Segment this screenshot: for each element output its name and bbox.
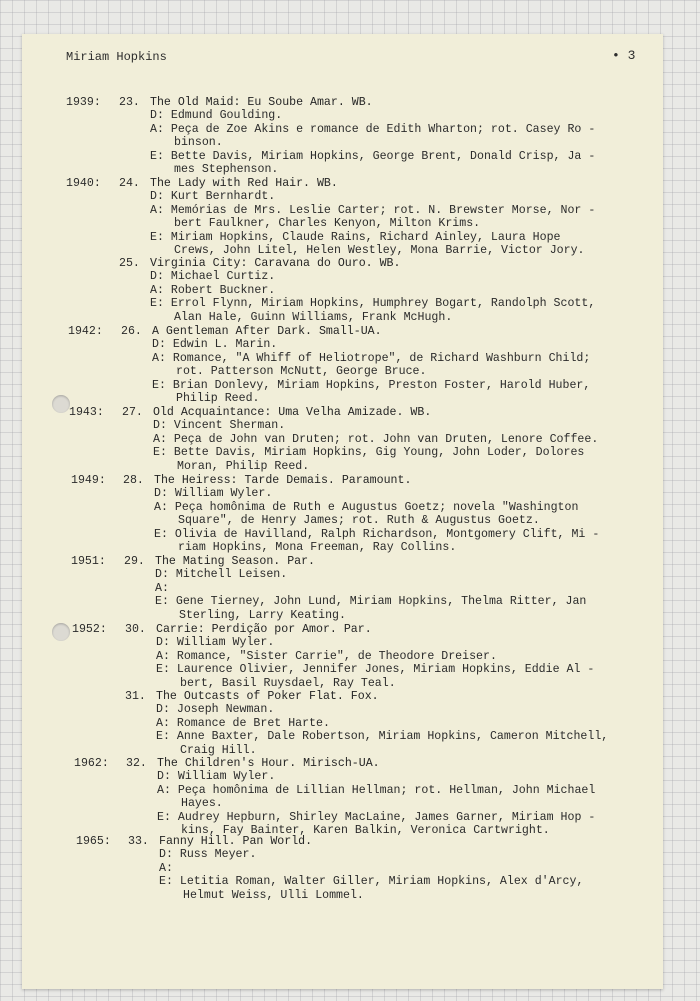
film-title: Carrie: Perdição por Amor. Par. xyxy=(156,623,372,636)
credit-line: E: Brian Donlevy, Miriam Hopkins, Preston Foster, Harold Huber, xyxy=(152,378,591,392)
credit-line: D: William Wyler. xyxy=(154,487,273,501)
credit-continuation: Helmut Weiss, Ulli Lommel. xyxy=(183,888,364,902)
credit-line: E: Anne Baxter, Dale Robertson, Miriam Hopkins, Cameron Mitchell, xyxy=(156,730,609,744)
credit-continuation: rot. Patterson McNutt, George Bruce. xyxy=(176,365,427,379)
film-title: The Heiress: Tarde Demais. Paramount. xyxy=(154,474,412,487)
credit-continuation: Alan Hale, Guinn Williams, Frank McHugh. xyxy=(174,310,453,324)
film-details xyxy=(150,96,645,176)
credit-continuation: Craig Hill. xyxy=(180,743,257,757)
credit-line: D: Russ Meyer. xyxy=(159,848,257,862)
credit-line: E: Letitia Roman, Walter Giller, Miriam Hopkins, Alex d'Arcy, xyxy=(159,875,584,889)
credit-line: A: Peça homônima de Ruth e Augustus Goetz; novela "Washington xyxy=(154,500,579,514)
film-title: The Lady with Red Hair. WB. xyxy=(150,177,338,190)
film-title: Virginia City: Caravana do Ouro. WB. xyxy=(150,257,401,270)
credit-line: E: Miriam Hopkins, Claude Rains, Richard Ainley, Laura Hope xyxy=(150,230,561,244)
film-number: 33. xyxy=(128,835,149,848)
credit-line: A: Romance de Bret Harte. xyxy=(156,716,330,730)
film-year: 1949: xyxy=(71,474,106,487)
film-year: 1943: xyxy=(69,406,104,419)
punch-hole xyxy=(52,395,70,413)
credit-continuation: binson. xyxy=(174,136,223,150)
film-number: 32. xyxy=(126,757,147,770)
film-details xyxy=(156,623,651,690)
credit-continuation: bert, Basil Ruysdael, Ray Teal. xyxy=(180,676,396,690)
film-number: 31. xyxy=(125,690,146,703)
credit-line: D: Edwin L. Marin. xyxy=(152,338,278,352)
credit-line: E: Gene Tierney, John Lund, Miriam Hopkins, Thelma Ritter, Jan xyxy=(155,595,587,609)
credit-continuation: Sterling, Larry Keating. xyxy=(179,608,346,622)
film-number: 23. xyxy=(119,96,140,109)
credit-continuation: mes Stephenson. xyxy=(174,162,279,176)
credit-line: D: William Wyler. xyxy=(157,770,276,784)
credit-line: A: Peça de John van Druten; rot. John van Druten, Lenore Coffee. xyxy=(153,432,599,446)
credit-line: D: Michael Curtiz. xyxy=(150,270,276,284)
film-number: 25. xyxy=(119,257,140,270)
credit-line: D: Kurt Bernhardt. xyxy=(150,190,276,204)
film-details xyxy=(150,177,645,257)
film-number: 30. xyxy=(125,623,146,636)
credit-line: D: William Wyler. xyxy=(156,636,275,650)
film-number: 28. xyxy=(123,474,144,487)
film-title: The Mating Season. Par. xyxy=(155,555,316,568)
film-year: 1965: xyxy=(76,835,111,848)
credit-line: A: Peça homônima de Lillian Hellman; rot. Hellman, John Michael xyxy=(157,783,596,797)
credit-continuation: Crews, John Litel, Helen Westley, Mona Barrie, Victor Jory. xyxy=(174,243,585,257)
credit-line: A: Peça de Zoe Akins e romance de Edith Wharton; rot. Casey Ro - xyxy=(150,122,596,136)
credit-line: A: Romance, "A Whiff of Heliotrope", de Richard Washburn Child; xyxy=(152,351,591,365)
credit-line: A: Memórias de Mrs. Leslie Carter; rot. N. Brewster Morse, Nor - xyxy=(150,203,596,217)
film-details xyxy=(152,325,647,405)
credit-continuation: kins, Fay Bainter, Karen Balkin, Veronica Cartwright. xyxy=(181,823,550,837)
credit-line: E: Laurence Olivier, Jennifer Jones, Miriam Hopkins, Eddie Al - xyxy=(156,663,595,677)
film-details xyxy=(150,257,645,324)
film-title: The Outcasts of Poker Flat. Fox. xyxy=(156,690,379,703)
credit-line: A: Robert Buckner. xyxy=(150,283,276,297)
credit-line: E: Bette Davis, Miriam Hopkins, Gig Young, John Loder, Dolores xyxy=(153,446,585,460)
credit-line: D: Vincent Sherman. xyxy=(153,419,286,433)
film-year: 1951: xyxy=(71,555,106,568)
credit-continuation: Square", de Henry James; rot. Ruth & Augustus Goetz. xyxy=(178,514,540,528)
credit-continuation: riam Hopkins, Mona Freeman, Ray Collins. xyxy=(178,540,457,554)
film-details xyxy=(157,757,652,837)
credit-line: A: xyxy=(159,861,173,875)
credit-line: E: Errol Flynn, Miriam Hopkins, Humphrey Bogart, Randolph Scott, xyxy=(150,297,596,311)
film-number: 27. xyxy=(122,406,143,419)
punch-hole xyxy=(52,623,70,641)
credit-continuation: Moran, Philip Reed. xyxy=(177,459,310,473)
film-title: Fanny Hill. Pan World. xyxy=(159,835,313,848)
credit-line: E: Olivia de Havilland, Ralph Richardson, Montgomery Clift, Mi - xyxy=(154,527,600,541)
credit-line: E: Bette Davis, Miriam Hopkins, George Brent, Donald Crisp, Ja - xyxy=(150,149,596,163)
film-details xyxy=(155,555,650,622)
credit-line: A: xyxy=(155,581,169,595)
film-details xyxy=(159,835,654,902)
credit-line: D: Edmund Goulding. xyxy=(150,109,283,123)
film-details xyxy=(153,406,648,473)
film-title: Old Acquaintance: Uma Velha Amizade. WB. xyxy=(153,406,432,419)
film-title: The Children's Hour. Mirisch-UA. xyxy=(157,757,380,770)
film-title: A Gentleman After Dark. Small-UA. xyxy=(152,325,382,338)
film-year: 1942: xyxy=(68,325,103,338)
credit-line: A: Romance, "Sister Carrie", de Theodore Dreiser. xyxy=(156,649,497,663)
credit-continuation: Hayes. xyxy=(181,797,223,811)
film-year: 1940: xyxy=(66,177,101,190)
credit-line: D: Joseph Newman. xyxy=(156,703,275,717)
credit-continuation: Philip Reed. xyxy=(176,391,260,405)
film-number: 24. xyxy=(119,177,140,190)
film-year: 1952: xyxy=(72,623,107,636)
credit-line: D: Mitchell Leisen. xyxy=(155,568,288,582)
film-year: 1962: xyxy=(74,757,109,770)
credit-continuation: bert Faulkner, Charles Kenyon, Milton Krims. xyxy=(174,217,481,231)
header-page-number: • 3 xyxy=(612,48,636,63)
film-number: 29. xyxy=(124,555,145,568)
film-details xyxy=(156,690,651,757)
credit-line: E: Audrey Hepburn, Shirley MacLaine, James Garner, Miriam Hop - xyxy=(157,810,596,824)
film-number: 26. xyxy=(121,325,142,338)
film-title: The Old Maid: Eu Soube Amar. WB. xyxy=(150,96,373,109)
header-actor-name: Miriam Hopkins xyxy=(66,50,167,64)
film-year: 1939: xyxy=(66,96,101,109)
film-details xyxy=(154,474,649,554)
